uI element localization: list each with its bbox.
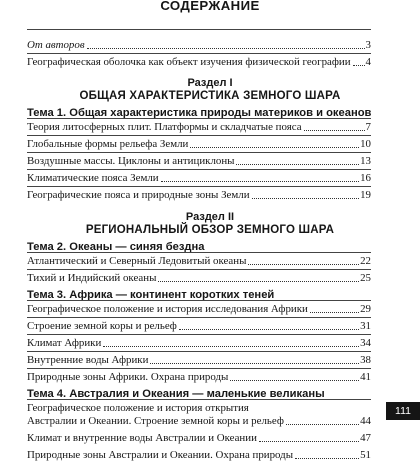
toc-entry-text: От авторов [27,39,85,51]
toc-entry-page: 25 [360,272,371,284]
toc-entry[interactable] [27,301,371,316]
topic-title[interactable]: Тема 4. Австралия и Океания — маленькие великаны [27,388,325,400]
leader-dots [286,424,359,425]
toc-entry-page: 41 [360,371,371,383]
leader-dots [158,281,359,282]
toc-entry-text: Строение земной коры и рельеф [27,320,177,332]
toc-entry-text: Глобальные формы рельефа Земли [27,138,189,150]
toc-entry-text: Внутренние воды Африки [27,354,149,366]
page-title: СОДЕРЖАНИЕ [160,0,260,13]
leader-dots [150,363,359,364]
toc-entry-text: Природные зоны Африки. Охрана природы [27,371,229,383]
toc-entry-text: Тихий и Индийский океаны [27,272,157,284]
leader-dots [252,198,360,199]
toc-entry-page: 4 [365,56,371,68]
toc-entry-page: 7 [365,121,371,133]
toc-entry-text: Климатические пояса Земли [27,172,159,184]
leader-dots [161,181,359,182]
toc-entry-text: Воздушные массы. Циклоны и антициклоны [27,155,235,167]
topic-title[interactable]: Тема 1. Общая характеристика природы материков и океанов [27,107,372,119]
leader-dots [103,346,359,347]
title-divider [27,29,371,30]
toc-entry-page: 3 [365,39,371,51]
toc-entry-page: 22 [360,255,371,267]
toc-entry-page: 47 [360,432,371,444]
toc-entry-text: Географическая оболочка как объект изучения физической географии [27,56,351,68]
toc-entry[interactable] [27,352,371,367]
toc-entry-text: Климат и внутренние воды Австралии и Океании [27,432,257,444]
toc-entry-page: 10 [360,138,371,150]
toc-entry-text: Географические пояса и природные зоны Земли [27,189,250,201]
toc-entry-text: Географическое положение и история открытия [27,402,249,414]
toc-entry[interactable] [27,447,371,462]
leader-dots [353,65,365,66]
toc-entry-page: 34 [360,337,371,349]
toc-entry-page: 44 [360,415,371,427]
toc-entry[interactable] [27,170,371,185]
toc-entry[interactable] [27,153,371,168]
toc-entry-page: 38 [360,354,371,366]
toc-entry-text: Теория литосферных плит. Платформы и складчатые пояса [27,121,302,133]
toc-entry-page: 13 [360,155,371,167]
toc-entry[interactable] [27,369,371,384]
toc-entry[interactable] [27,119,371,134]
leader-dots [310,312,359,313]
toc-entry-text: Австралии и Океании. Строение земной коры и рельеф [27,415,284,427]
leader-dots [179,329,359,330]
leader-dots [295,458,359,459]
leader-dots [304,130,365,131]
toc-entry[interactable] [27,270,371,285]
toc-entry[interactable] [27,136,371,151]
toc-entry-page: 29 [360,303,371,315]
page-number-tab: 111 [386,402,420,420]
toc-entry-text: Природные зоны Австралии и Океании. Охрана природы [27,449,294,461]
toc-entry-page: 31 [360,320,371,332]
topic-title[interactable]: Тема 2. Океаны — синяя бездна [27,241,205,253]
leader-dots [248,264,359,265]
toc-entry[interactable] [27,413,371,428]
toc-entry-text: Климат Африки [27,337,102,349]
toc-entry-text: Географическое положение и история исследования Африки [27,303,308,315]
topic-title[interactable]: Тема 3. Африка — континент коротких теней [27,289,275,301]
leader-dots [190,147,359,148]
leader-dots [230,380,359,381]
toc-entry[interactable] [27,318,371,333]
toc-entry[interactable] [27,253,371,268]
toc-entry-page: 19 [360,189,371,201]
toc-entry-geo-shell[interactable] [27,54,371,69]
toc-entry[interactable] [27,430,371,445]
leader-dots [87,48,365,49]
leader-dots [259,441,359,442]
toc-entry-text: Атлантический и Северный Ледовитый океаны [27,255,247,267]
section-label: Раздел I [187,77,233,89]
leader-dots [236,164,359,165]
section-name: ОБЩАЯ ХАРАКТЕРИСТИКА ЗЕМНОГО ШАРА [79,90,341,102]
toc-entry[interactable] [27,187,371,202]
toc-entry-authors[interactable] [27,37,371,52]
section-label: Раздел II [185,211,235,223]
section-name: РЕГИОНАЛЬНЫЙ ОБЗОР ЗЕМНОГО ШАРА [85,224,335,236]
toc-entry[interactable] [27,335,371,350]
toc-entry-page: 51 [360,449,371,461]
toc-entry-page: 16 [360,172,371,184]
